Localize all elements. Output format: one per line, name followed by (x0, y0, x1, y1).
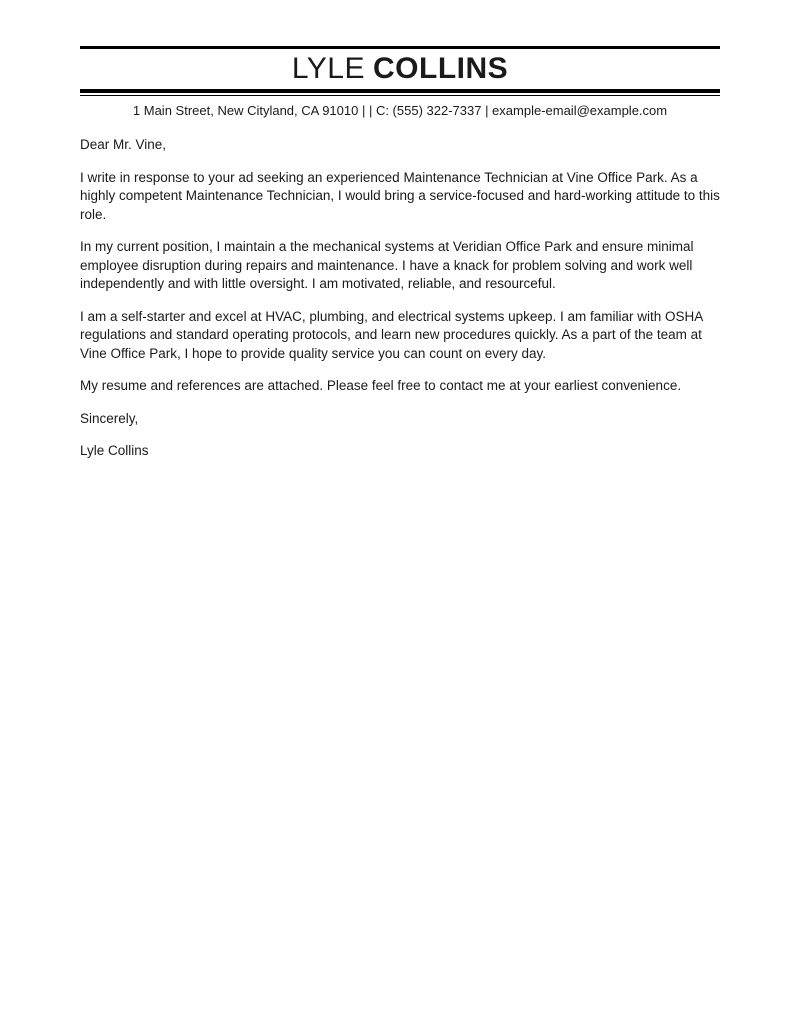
contact-line: 1 Main Street, New Cityland, CA 91010 | | C: (555) 322-7337 | example-email@example.com (132, 103, 668, 118)
name-last: COLLINS (373, 52, 509, 85)
body-paragraph-1: I write in response to your ad seeking an experienced Maintenance Technician at Vine Office Park. As a highly competent Maintenance Technician, I would bring a service-focused and hard-working attitude to this role. (80, 169, 720, 222)
name-first: LYLE (291, 52, 365, 85)
body-paragraph-4: My resume and references are attached. Please feel free to contact me at your earliest convenience. (80, 378, 682, 393)
signature-name: Lyle Collins (80, 443, 149, 458)
letter-body (80, 136, 720, 461)
closing: Sincerely, (80, 410, 139, 426)
body-paragraph-3: I am a self-starter and excel at HVAC, plumbing, and electrical systems upkeep. I am familiar with OSHA regulations and standard operating protocols, and learn new procedures quickly. As a part of the team at Vine Office Park, I hope to provide quality service you can count on every day. (80, 308, 703, 361)
body-paragraph-2: In my current position, I maintain a the mechanical systems at Veridian Office Park and ensure minimal employee disruption during repairs and maintenance. I have a knack for problem solving and work well independently and with little oversight. I am motivated, reliable, and resourceful. (80, 239, 694, 291)
letterhead-bottom-rule-thin (80, 95, 720, 96)
letter-content (80, 0, 720, 475)
letterhead-bottom-rule-thick (80, 89, 720, 93)
salutation: Dear Mr. Vine, (80, 137, 167, 152)
letterhead-name (80, 49, 720, 89)
